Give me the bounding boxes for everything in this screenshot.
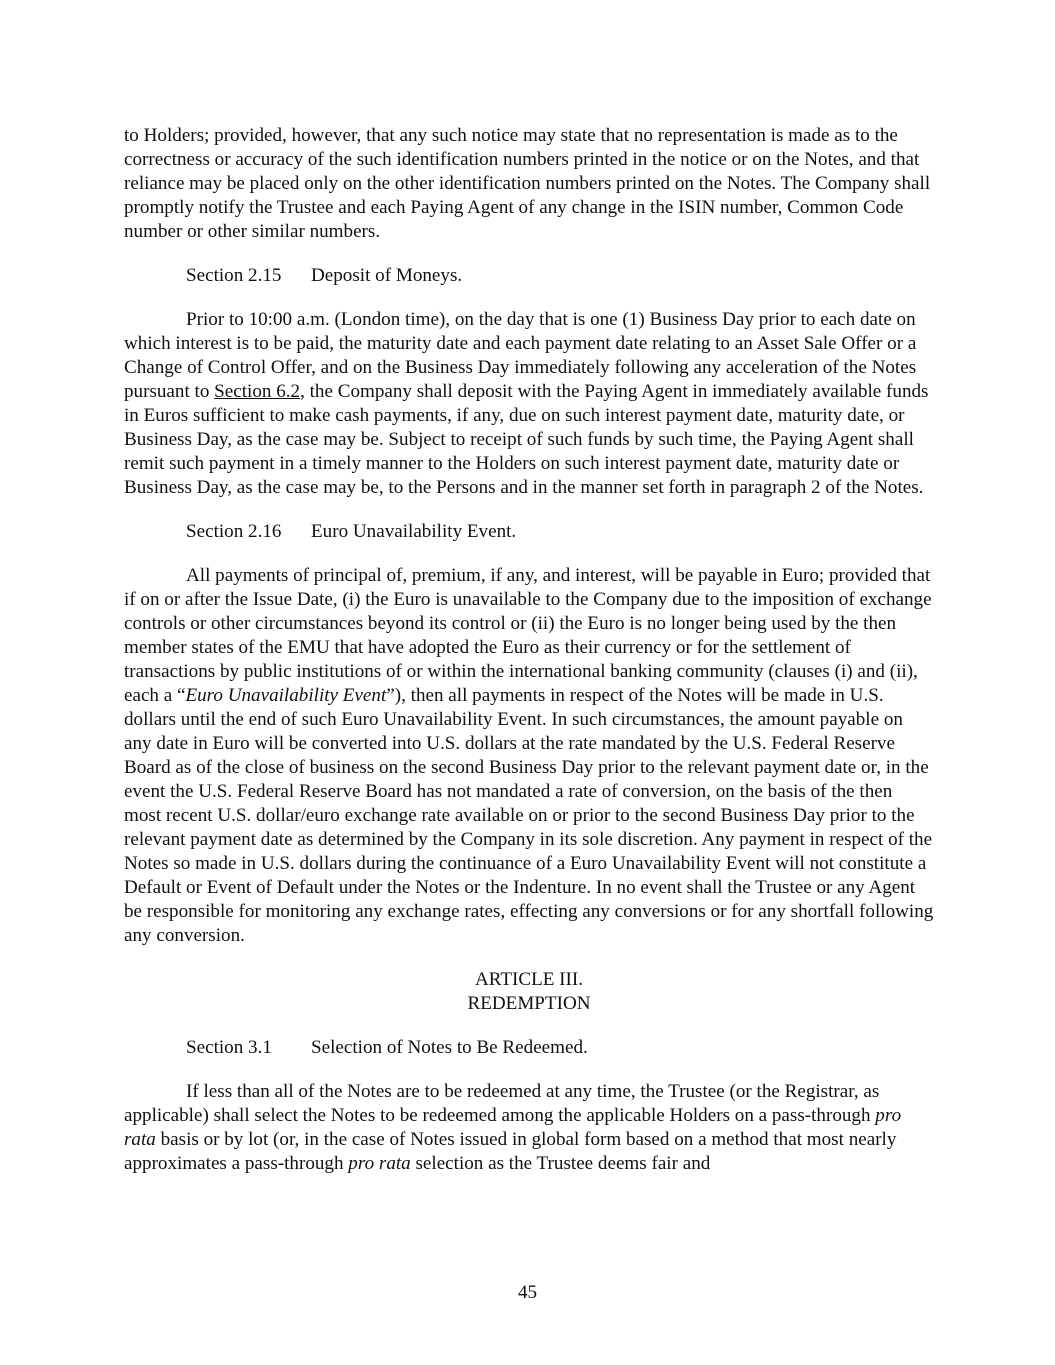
defined-term: Euro Unavailability Event xyxy=(185,685,387,706)
section-number: Section 3.1 xyxy=(186,1037,272,1058)
section-3-1-heading xyxy=(186,1036,934,1060)
section-2-16-body xyxy=(124,564,934,948)
body-text: selection as the Trustee deems fair and xyxy=(410,1153,711,1174)
body-text: ”), then all payments in respect of the Notes will be made in U.S. dollars until the end of such Euro Unavailability Event. In such circumstances, the amount payable on any date in Euro will be converted into U.S. dollars at the rate mandated by the U.S. Federal Reserve Board as of the close of business on the second Business Day prior to the relevant payment date or, in the event the U.S. Federal Reserve Board has not mandated a rate of conversion, on the basis of the then most recent U.S. dollar/euro exchange rate available on or prior to the second Business Day prior to the relevant payment date as determined by the Company in its sole discretion. Any payment in respect of the Notes so made in U.S. dollars during the continuance of a Euro Unavailability Event will not constitute a Default or Event of Default under the Notes or the Indenture. In no event shall the Trustee or any Agent be responsible for monitoring any exchange rates, effecting any conversions or for any shortfall following any conversion. xyxy=(124,685,934,946)
body-text: basis or by lot (or, in the case of Notes issued in global form based on a method that most nearly approximates a pass-through xyxy=(124,1129,897,1174)
article-title: REDEMPTION xyxy=(467,993,591,1014)
section-2-16-heading xyxy=(186,520,934,544)
body-text: , the Company shall deposit with the Paying Agent in immediately available funds in Euros sufficient to make cash payments, if any, due on such interest payment date, maturity date, or Business Day, as the case may be. Subject to receipt of such funds by such time, the Paying Agent shall remit such payment in a timely manner to the Holders on such interest payment date, maturity date or Business Day, as the case may be, to the Persons and in the manner set forth in paragraph 2 of the Notes. xyxy=(124,381,929,498)
article-label: ARTICLE III. xyxy=(474,969,584,990)
italic-term: pro rata xyxy=(348,1153,411,1174)
section-title: Euro Unavailability Event. xyxy=(311,521,517,542)
continued-paragraph: to Holders; provided, however, that any such notice may state that no representation is made as to the correctness or accuracy of the such identification numbers printed in the notice or on the Notes, and that reliance may be placed only on the other identification numbers printed on the Notes. The Company shall promptly notify the Trustee and each Paying Agent of any change in the ISIN number, Common Code number or other similar numbers. xyxy=(124,125,931,242)
article-heading xyxy=(124,968,934,1016)
section-2-15-body xyxy=(124,308,934,500)
body-text: Prior to 10:00 a.m. (London time), on the day that is one (1) Business Day prior to each date on which interest is to be paid, the maturity date and each payment date relating to an Asset Sale Offer or a Change of Control Offer, and on the Business Day immediately following any acceleration of the Notes pursuant to xyxy=(124,309,917,402)
section-2-15-heading xyxy=(186,264,934,288)
section-3-1-body xyxy=(124,1080,934,1176)
page-body xyxy=(124,124,934,1176)
italic-term: pro rata xyxy=(124,1105,902,1150)
body-text: If less than all of the Notes are to be redeemed at any time, the Trustee (or the Registrar, as applicable) shall select the Notes to be redeemed among the applicable Holders on a pass-through xyxy=(124,1081,880,1126)
section-title: Deposit of Moneys. xyxy=(311,265,463,286)
section-title: Selection of Notes to Be Redeemed. xyxy=(311,1037,588,1058)
section-number: Section 2.15 xyxy=(186,265,282,286)
section-number: Section 2.16 xyxy=(186,521,282,542)
page-number: 45 xyxy=(517,1282,538,1303)
body-text: All payments of principal of, premium, if any, and interest, will be payable in Euro; provided that if on or after the Issue Date, (i) the Euro is unavailable to the Company due to the imposition of exchange controls or other circumstances beyond its control or (ii) the Euro is no longer being used by the then member states of the EMU that have adopted the Euro as their currency or for the settlement of transactions by public institutions of or within the international banking community (clauses (i) and (ii), each a “ xyxy=(124,565,932,706)
section-6-2-reference[interactable]: Section 6.2 xyxy=(214,381,301,402)
